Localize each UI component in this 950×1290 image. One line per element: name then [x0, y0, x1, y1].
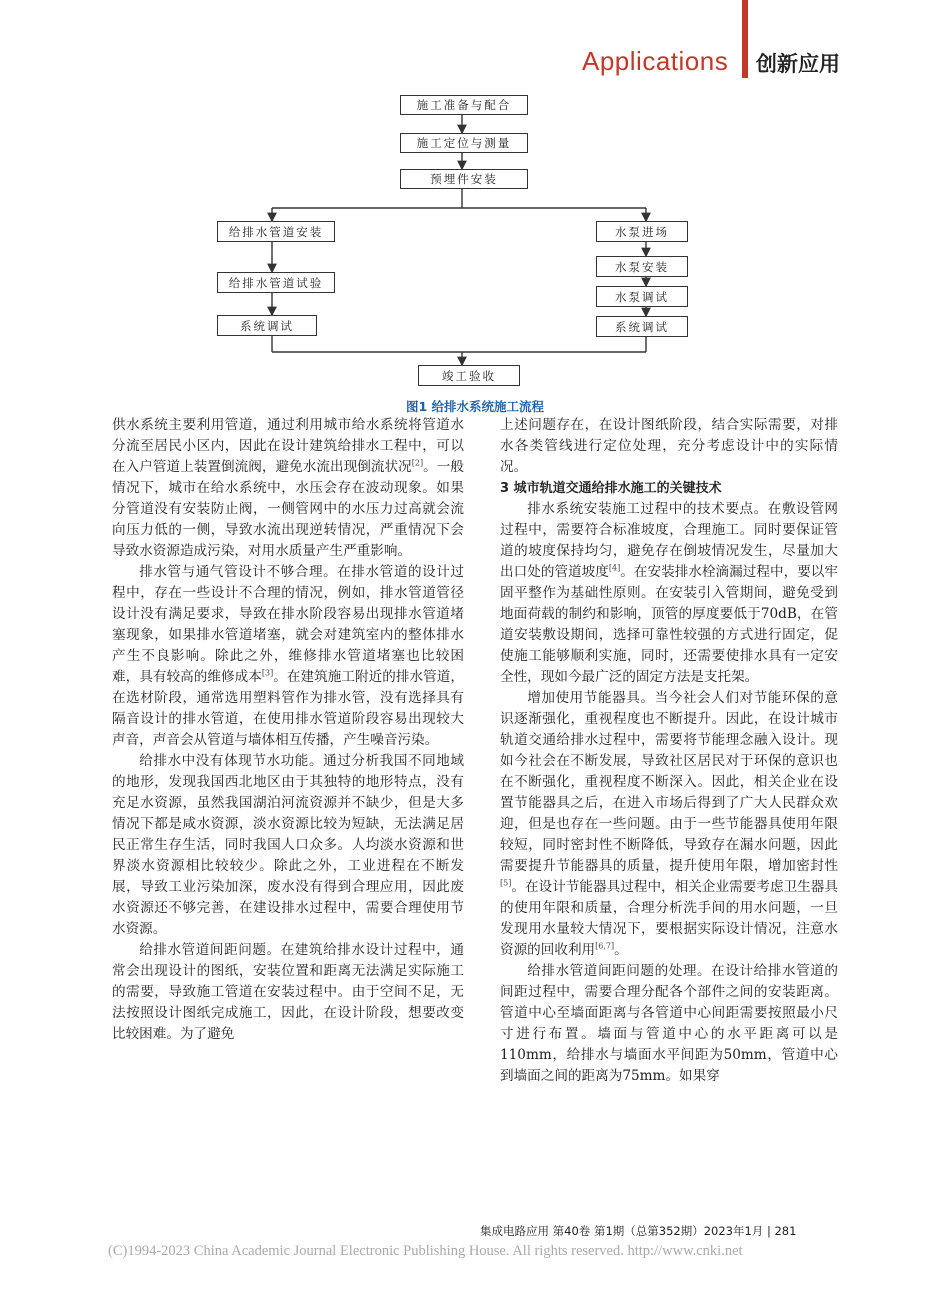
- left-column: [112, 415, 464, 1045]
- figure-caption: 图1 给排水系统施工流程: [405, 399, 545, 414]
- flow-node: 施工准备与配合: [400, 95, 528, 115]
- flow-node: 系统调试: [596, 316, 688, 337]
- flow-node: 系统调试: [217, 315, 317, 336]
- flow-node: 施工定位与测量: [400, 133, 528, 153]
- header-section-en: Applications: [582, 46, 729, 76]
- flow-node: 水泵调试: [596, 286, 688, 307]
- paragraph: 排水系统安装施工过程中的技术要点。在敷设管网过程中，需要符合标准坡度，合理施工。同时要保证管道的坡度保持均匀，避免存在倒坡情况发生，尽量加大出口处的管道坡度[4]。在安装排水栓滴漏过程中，要以牢固平整作为基础性原则。在安装引入管期间，避免受到地面荷载的制约和影响，顶管的厚度要低于70dB，在管道安装敷设期间，选择可靠性较强的方式进行固定，促使施工能够顺利实施，同时，还需要使排水具有一定安全性，现如今最广泛的固定方法是支托架。: [500, 501, 839, 685]
- paragraph: 排水管与通气管设计不够合理。在排水管道的设计过程中，存在一些设计不合理的情况，例如，排水管道管径设计没有满足要求，导致在排水阶段容易出现排水管道堵塞现象，如果排水管道堵塞，就会对建筑室内的整体排水产生不良影响。除此之外，维修排水管道堵塞也比较困难，具有较高的维修成本[3]。在建筑施工附近的排水管道，在选材阶段，通常选用塑料管作为排水管，没有选择具有隔音设计的排水管道，在使用排水管道阶段容易出现较大声音，声音会从管道与墙体相互传播，产生噪音污染。: [112, 564, 465, 748]
- header-section-cn: 创新应用: [756, 52, 840, 76]
- page-footer: 集成电路应用 第40卷 第1期（总第352期）2023年1月 | 281: [480, 1224, 797, 1238]
- flow-node: 水泵安装: [596, 256, 688, 277]
- paragraph: 给排水管道间距问题的处理。在设计给排水管道的间距过程中，需要合理分配各个部件之间的安装距离。管道中心至墙面距离与各管道中心间距需要按照最小尺寸进行布置。墙面与管道中心的水平距离可以是110mm，给排水与墙面水平间距为50mm，管道中心到墙面之间的距离为75mm。如果穿: [500, 963, 838, 1084]
- flow-node: 给排水管道安装: [217, 221, 335, 242]
- paragraph: 供水系统主要利用管道，通过利用城市给水系统将管道水分流至居民小区内，因此在设计建筑给排水工程中，可以在入户管道上装置倒流阀，避免水流出现倒流状况[2]。一般情况下，城市在给水系统中，水压会存在波动现象。如果分管道没有安装防止阀，一侧管网中的水压力过高就会流向压力低的一侧，导致水流出现逆转情况，严重情况下会导致水资源造成污染，对用水质量产生严重影响。: [112, 417, 465, 559]
- paragraph: 给排水管道间距问题。在建筑给排水设计过程中，通常会出现设计的图纸，安装位置和距离无法满足实际施工的需要，导致施工管道在安装过程中。由于空间不足，无法按照设计图纸完成施工，因此，在设计阶段，想要改变比较困难。为了避免: [112, 942, 464, 1042]
- paragraph: 上述问题存在，在设计图纸阶段，结合实际需要，对排水各类管线进行定位处理，充分考虑设计中的实际情况。: [500, 417, 838, 475]
- flow-node: 预埋件安装: [400, 169, 528, 189]
- section-heading: 3 城市轨道交通给排水施工的关键技术: [500, 481, 722, 496]
- paragraph: 增加使用节能器具。当今社会人们对节能环保的意识逐渐强化，重视程度也不断提升。因此，在设计城市轨道交通给排水过程中，需要将节能理念融入设计。现如今社会在不断发展，导致社区居民对于环保的意识也在不断强化，重视程度不断深入。因此，相关企业在设置节能器具之后，在进入市场后得到了广大人民群众欢迎，但是也存在一些问题。由于一些节能器具使用年限较短，同时密封性不断降低，导致存在漏水问题，因此需要提升节能器具的质量，提升使用年限，增加密封性[5]。在设计节能器具过程中，相关企业需要考虑卫生器具的使用年限和质量，合理分析洗手间的用水问题，一旦发现用水量较大情况下，要根据实际设计情况，注意水资源的回收利用[6,7]。: [500, 690, 838, 958]
- flow-node: 水泵进场: [596, 221, 688, 242]
- right-column: [500, 415, 838, 1087]
- flow-node: 给排水管道试验: [217, 272, 335, 293]
- copyright-notice: (C)1994-2023 China Academic Journal Electronic Publishing House. All rights reserved. http://www.cnki.net: [108, 1243, 743, 1259]
- flowchart-figure: [200, 90, 720, 390]
- flow-node: 竣工验收: [418, 365, 520, 386]
- header-accent-bar: [742, 0, 748, 78]
- paragraph: 给排水中没有体现节水功能。通过分析我国不同地域的地形，发现我国西北地区由于其独特的地形特点，没有充足水资源，虽然我国湖泊河流资源并不缺少，但是大多情况下都是咸水资源，淡水资源比较为短缺，无法满足居民正常生存生活，同时我国人口众多。人均淡水资源和世界淡水资源相比较较少。除此之外，工业进程在不断发展，导致工业污染加深，废水没有得到合理应用，因此废水资源还不够完善，在建设排水过程中，需要合理使用节水资源。: [112, 753, 464, 937]
